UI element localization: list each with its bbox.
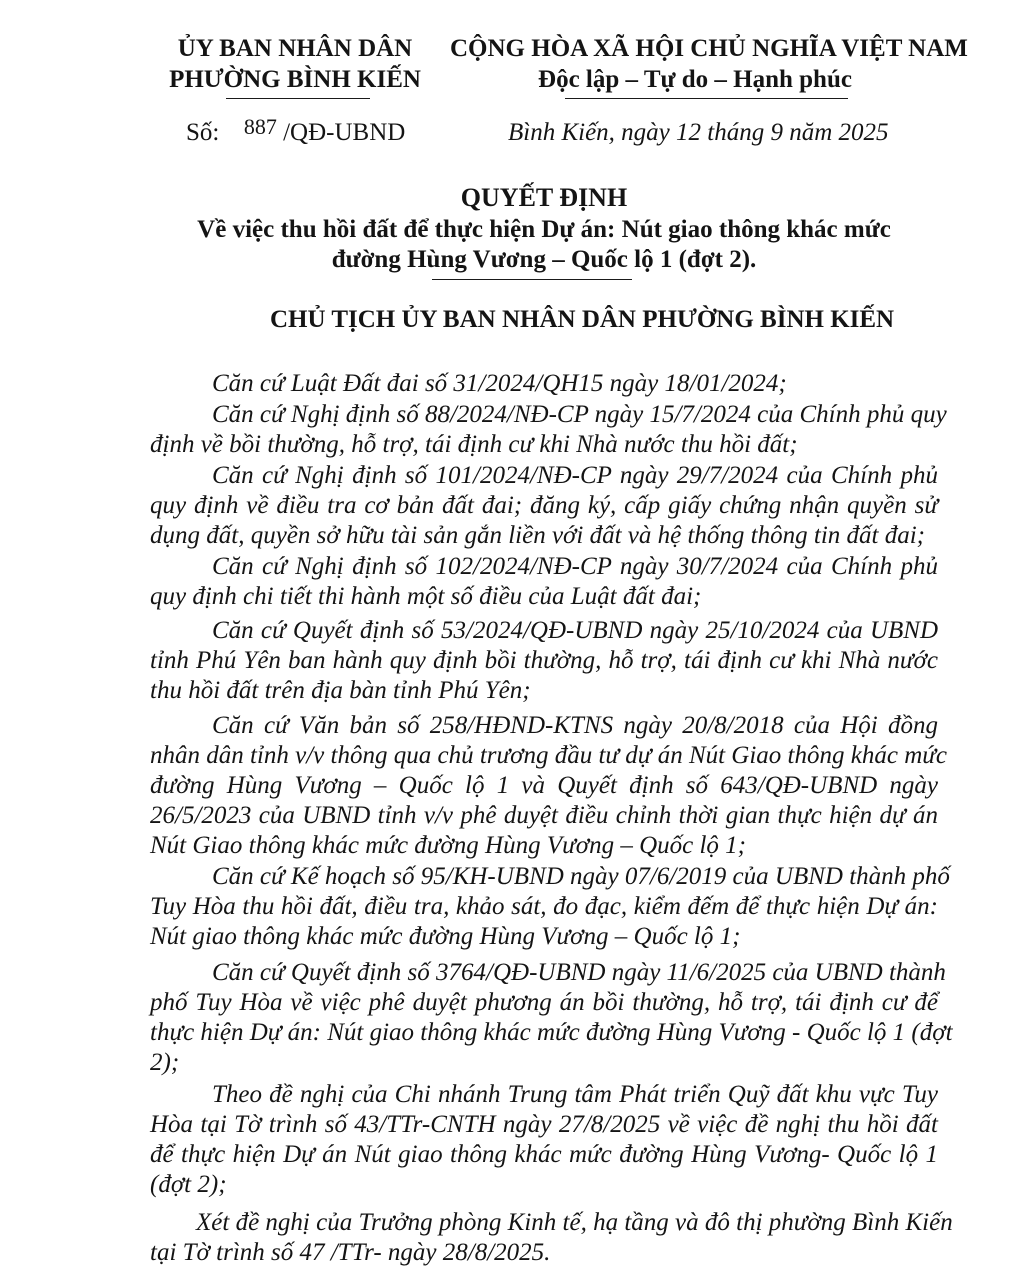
authority-title: CHỦ TỊCH ỦY BAN NHÂN DÂN PHƯỜNG BÌNH KIẾN xyxy=(270,306,895,333)
paragraph-line: quy định về điều tra cơ bản đất đai; đăng ký, cấp giấy chứng nhận quyền sử xyxy=(150,492,938,519)
number-suffix: /QĐ-UBND xyxy=(283,119,406,146)
paragraph-line: dụng đất, quyền sở hữu tài sản gắn liền với đất và hệ thống thông tin đất đai; xyxy=(150,522,925,549)
issuer-ward: PHƯỜNG BÌNH KIẾN xyxy=(169,66,421,93)
issuer-name: ỦY BAN NHÂN DÂN xyxy=(177,35,413,62)
subtitle-underline xyxy=(432,279,632,280)
number-prefix: Số: xyxy=(186,119,220,146)
paragraph-line: Căn cứ Quyết định số 3764/QĐ-UBND ngày 11/6/2025 của UBND thành xyxy=(212,959,946,986)
paragraph-line: Căn cứ Nghị định số 88/2024/NĐ-CP ngày 15/7/2024 của Chính phủ quy xyxy=(212,401,947,428)
paragraph-line: Tuy Hòa thu hồi đất, điều tra, khảo sát, đo đạc, kiểm đếm để thực hiện Dự án: xyxy=(150,893,938,920)
paragraph-line: Theo đề nghị của Chi nhánh Trung tâm Phát triển Quỹ đất khu vực Tuy xyxy=(212,1081,938,1108)
decision-title: QUYẾT ĐỊNH xyxy=(460,183,628,212)
paragraph-line: nhân dân tỉnh v/v thông qua chủ trương đầu tư dự án Nút Giao thông khác mức xyxy=(150,742,947,769)
paragraph-line: Nút Giao thông khác mức đường Hùng Vương – Quốc lộ 1; xyxy=(150,832,746,859)
paragraph-line: (đợt 2); xyxy=(150,1171,227,1198)
paragraph-line: tại Tờ trình số 47 /TTr- ngày 28/8/2025. xyxy=(150,1239,551,1266)
paragraph-line: để thực hiện Dự án Nút giao thông khác mức đường Hùng Vương- Quốc lộ 1 xyxy=(150,1141,938,1168)
paragraph-line: thực hiện Dự án: Nút giao thông khác mức đường Hùng Vương - Quốc lộ 1 (đợt xyxy=(150,1019,953,1046)
paragraph-line: Căn cứ Luật Đất đai số 31/2024/QH15 ngày 18/01/2024; xyxy=(212,370,787,397)
paragraph-line: quy định chi tiết thi hành một số điều của Luật đất đai; xyxy=(150,583,702,610)
paragraph-line: tỉnh Phú Yên ban hành quy định bồi thường, hỗ trợ, tái định cư khi Nhà nước xyxy=(150,647,938,674)
issuer-underline xyxy=(226,98,370,99)
paragraph-line: thu hồi đất trên địa bàn tỉnh Phú Yên; xyxy=(150,677,531,704)
place-date: Bình Kiến, ngày 12 tháng 9 năm 2025 xyxy=(508,119,889,146)
paragraph-line: Căn cứ Kế hoạch số 95/KH-UBND ngày 07/6/2019 của UBND thành phố xyxy=(212,863,950,890)
national-motto: Độc lập – Tự do – Hạnh phúc xyxy=(538,66,852,93)
paragraph-line: Căn cứ Nghị định số 101/2024/NĐ-CP ngày 29/7/2024 của Chính phủ xyxy=(212,462,938,489)
motto-underline xyxy=(565,98,848,99)
document-number xyxy=(186,114,406,148)
paragraph-line: Căn cứ Nghị định số 102/2024/NĐ-CP ngày 30/7/2024 của Chính phủ xyxy=(212,553,938,580)
paragraph-line: phố Tuy Hòa về việc phê duyệt phương án bồi thường, hỗ trợ, tái định cư để xyxy=(150,989,938,1016)
decision-subtitle-line1: Về việc thu hồi đất để thực hiện Dự án: Nút giao thông khác mức xyxy=(197,216,891,243)
paragraph-line: Xét đề nghị của Trưởng phòng Kinh tế, hạ tầng và đô thị phường Bình Kiến xyxy=(196,1209,953,1236)
paragraph-line: 26/5/2023 của UBND tỉnh v/v phê duyệt điều chỉnh thời gian thực hiện dự án xyxy=(150,802,938,829)
paragraph-line: Nút giao thông khác mức đường Hùng Vương – Quốc lộ 1; xyxy=(150,923,741,950)
decision-subtitle-line2: đường Hùng Vương – Quốc lộ 1 (đợt 2). xyxy=(331,246,757,273)
paragraph-line: Hòa tại Tờ trình số 43/TTr-CNTH ngày 27/8/2025 về việc đề nghị thu hồi đất xyxy=(150,1111,938,1138)
number-value: 887 xyxy=(243,114,277,139)
paragraph-line: 2); xyxy=(150,1049,180,1076)
national-title: CỘNG HÒA XÃ HỘI CHỦ NGHĨA VIỆT NAM xyxy=(450,35,968,62)
paragraph-line: đường Hùng Vương – Quốc lộ 1 và Quyết định số 643/QĐ-UBND ngày xyxy=(150,772,938,799)
paragraph-line: định về bồi thường, hỗ trợ, tái định cư khi Nhà nước thu hồi đất; xyxy=(150,431,798,458)
paragraph-line: Căn cứ Văn bản số 258/HĐND-KTNS ngày 20/8/2018 của Hội đồng xyxy=(212,712,938,739)
paragraph-line: Căn cứ Quyết định số 53/2024/QĐ-UBND ngày 25/10/2024 của UBND xyxy=(212,617,938,644)
